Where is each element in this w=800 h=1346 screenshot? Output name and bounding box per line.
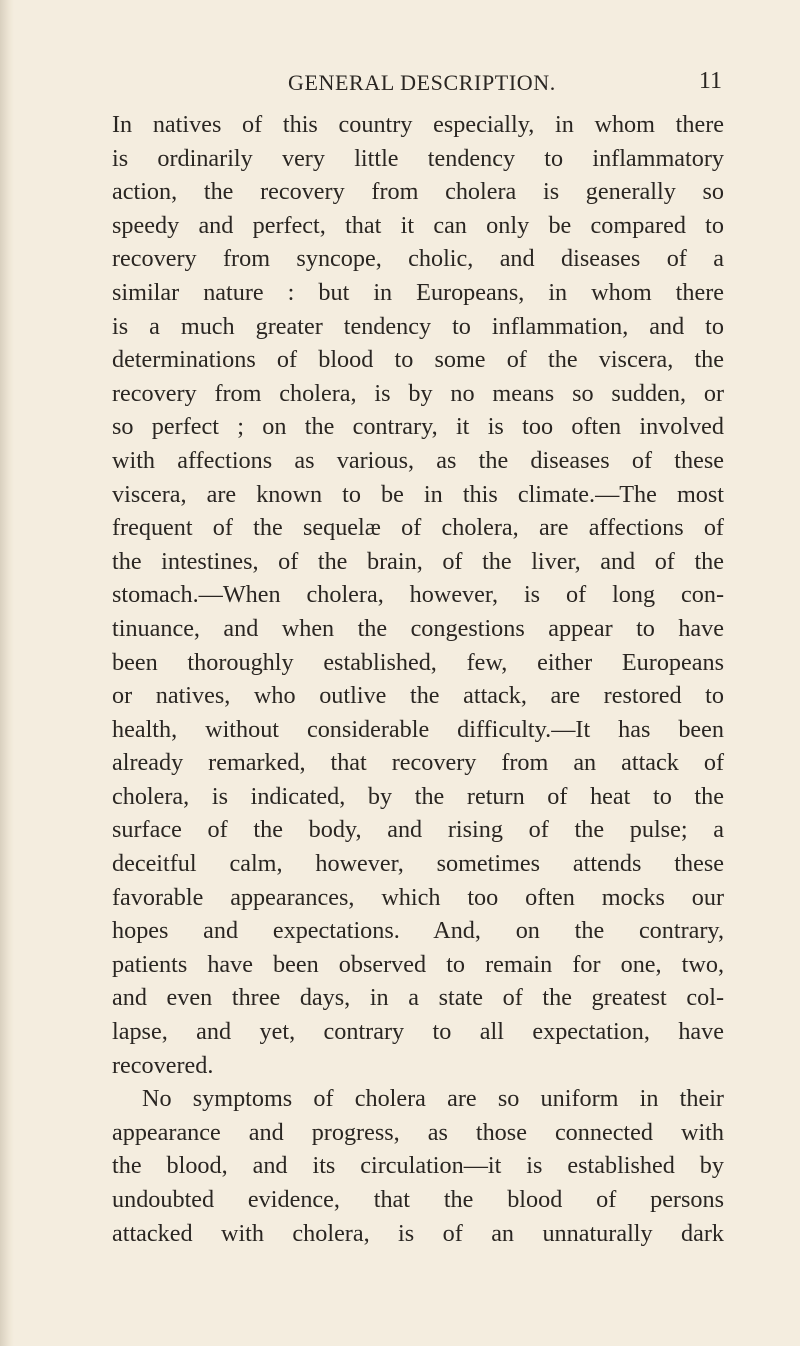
text-line: action, the recovery from cholera is generally so — [112, 178, 724, 206]
text-line: been thoroughly established, few, either Europeans — [112, 648, 724, 676]
text-line: is a much greater tendency to inflammation, and to — [112, 312, 724, 340]
page-header — [110, 70, 730, 110]
text-line: frequent of the sequelæ of cholera, are affections of — [112, 514, 724, 542]
text-line: viscera, are known to be in this climate.—The most — [112, 480, 724, 508]
text-line: stomach.—When cholera, however, is of long con- — [112, 581, 724, 609]
text-line: recovery from syncope, cholic, and diseases of a — [112, 245, 724, 273]
text-line: and even three days, in a state of the greatest col- — [112, 984, 724, 1012]
text-line: determinations of blood to some of the viscera, the — [112, 346, 724, 374]
text-line: the intestines, of the brain, of the liver, and of the — [112, 547, 724, 575]
text-line: tinuance, and when the congestions appear to have — [112, 614, 724, 642]
text-line: undoubted evidence, that the blood of persons — [112, 1186, 724, 1213]
text-line: recovery from cholera, is by no means so sudden, or — [112, 379, 724, 407]
text-line: the blood, and its circulation—it is established by — [112, 1152, 724, 1180]
text-line: lapse, and yet, contrary to all expectation, have — [112, 1018, 724, 1046]
text-line: attacked with cholera, is of an unnaturally dark — [112, 1219, 724, 1247]
running-title: GENERAL DESCRIPTION. — [288, 70, 556, 95]
text-line: cholera, is indicated, by the return of heat to the — [112, 782, 724, 810]
body-text — [112, 108, 724, 1250]
text-line: health, without considerable difficulty.—It has been — [112, 715, 724, 743]
text-line: speedy and perfect, that it can only be compared to — [112, 211, 724, 239]
text-line: favorable appearances, which too often mocks our — [112, 883, 724, 911]
text-line: appearance and progress, as those connected with — [112, 1118, 724, 1146]
text-line: surface of the body, and rising of the pulse; a — [112, 816, 724, 844]
text-line: In natives of this country especially, in whom there — [112, 111, 724, 138]
paragraph-end-line: recovered. — [112, 1051, 214, 1079]
text-line: so perfect ; on the contrary, it is too often involved — [112, 413, 724, 441]
paragraph-start-line: No symptoms of cholera are so uniform in their — [142, 1085, 724, 1113]
text-line: patients have been observed to remain for one, two, — [112, 950, 724, 978]
text-line: hopes and expectations. And, on the contrary, — [112, 917, 724, 945]
text-line: with affections as various, as the diseases of these — [112, 446, 724, 474]
page-edge-shadow — [0, 0, 14, 1346]
text-line: similar nature : but in Europeans, in whom there — [112, 278, 724, 306]
text-line: already remarked, that recovery from an attack of — [112, 749, 724, 777]
page-number: 11 — [698, 68, 722, 94]
text-line: deceitful calm, however, sometimes attends these — [112, 850, 724, 878]
text-line: is ordinarily very little tendency to inflammatory — [112, 144, 724, 172]
text-line: or natives, who outlive the attack, are restored to — [112, 682, 724, 710]
